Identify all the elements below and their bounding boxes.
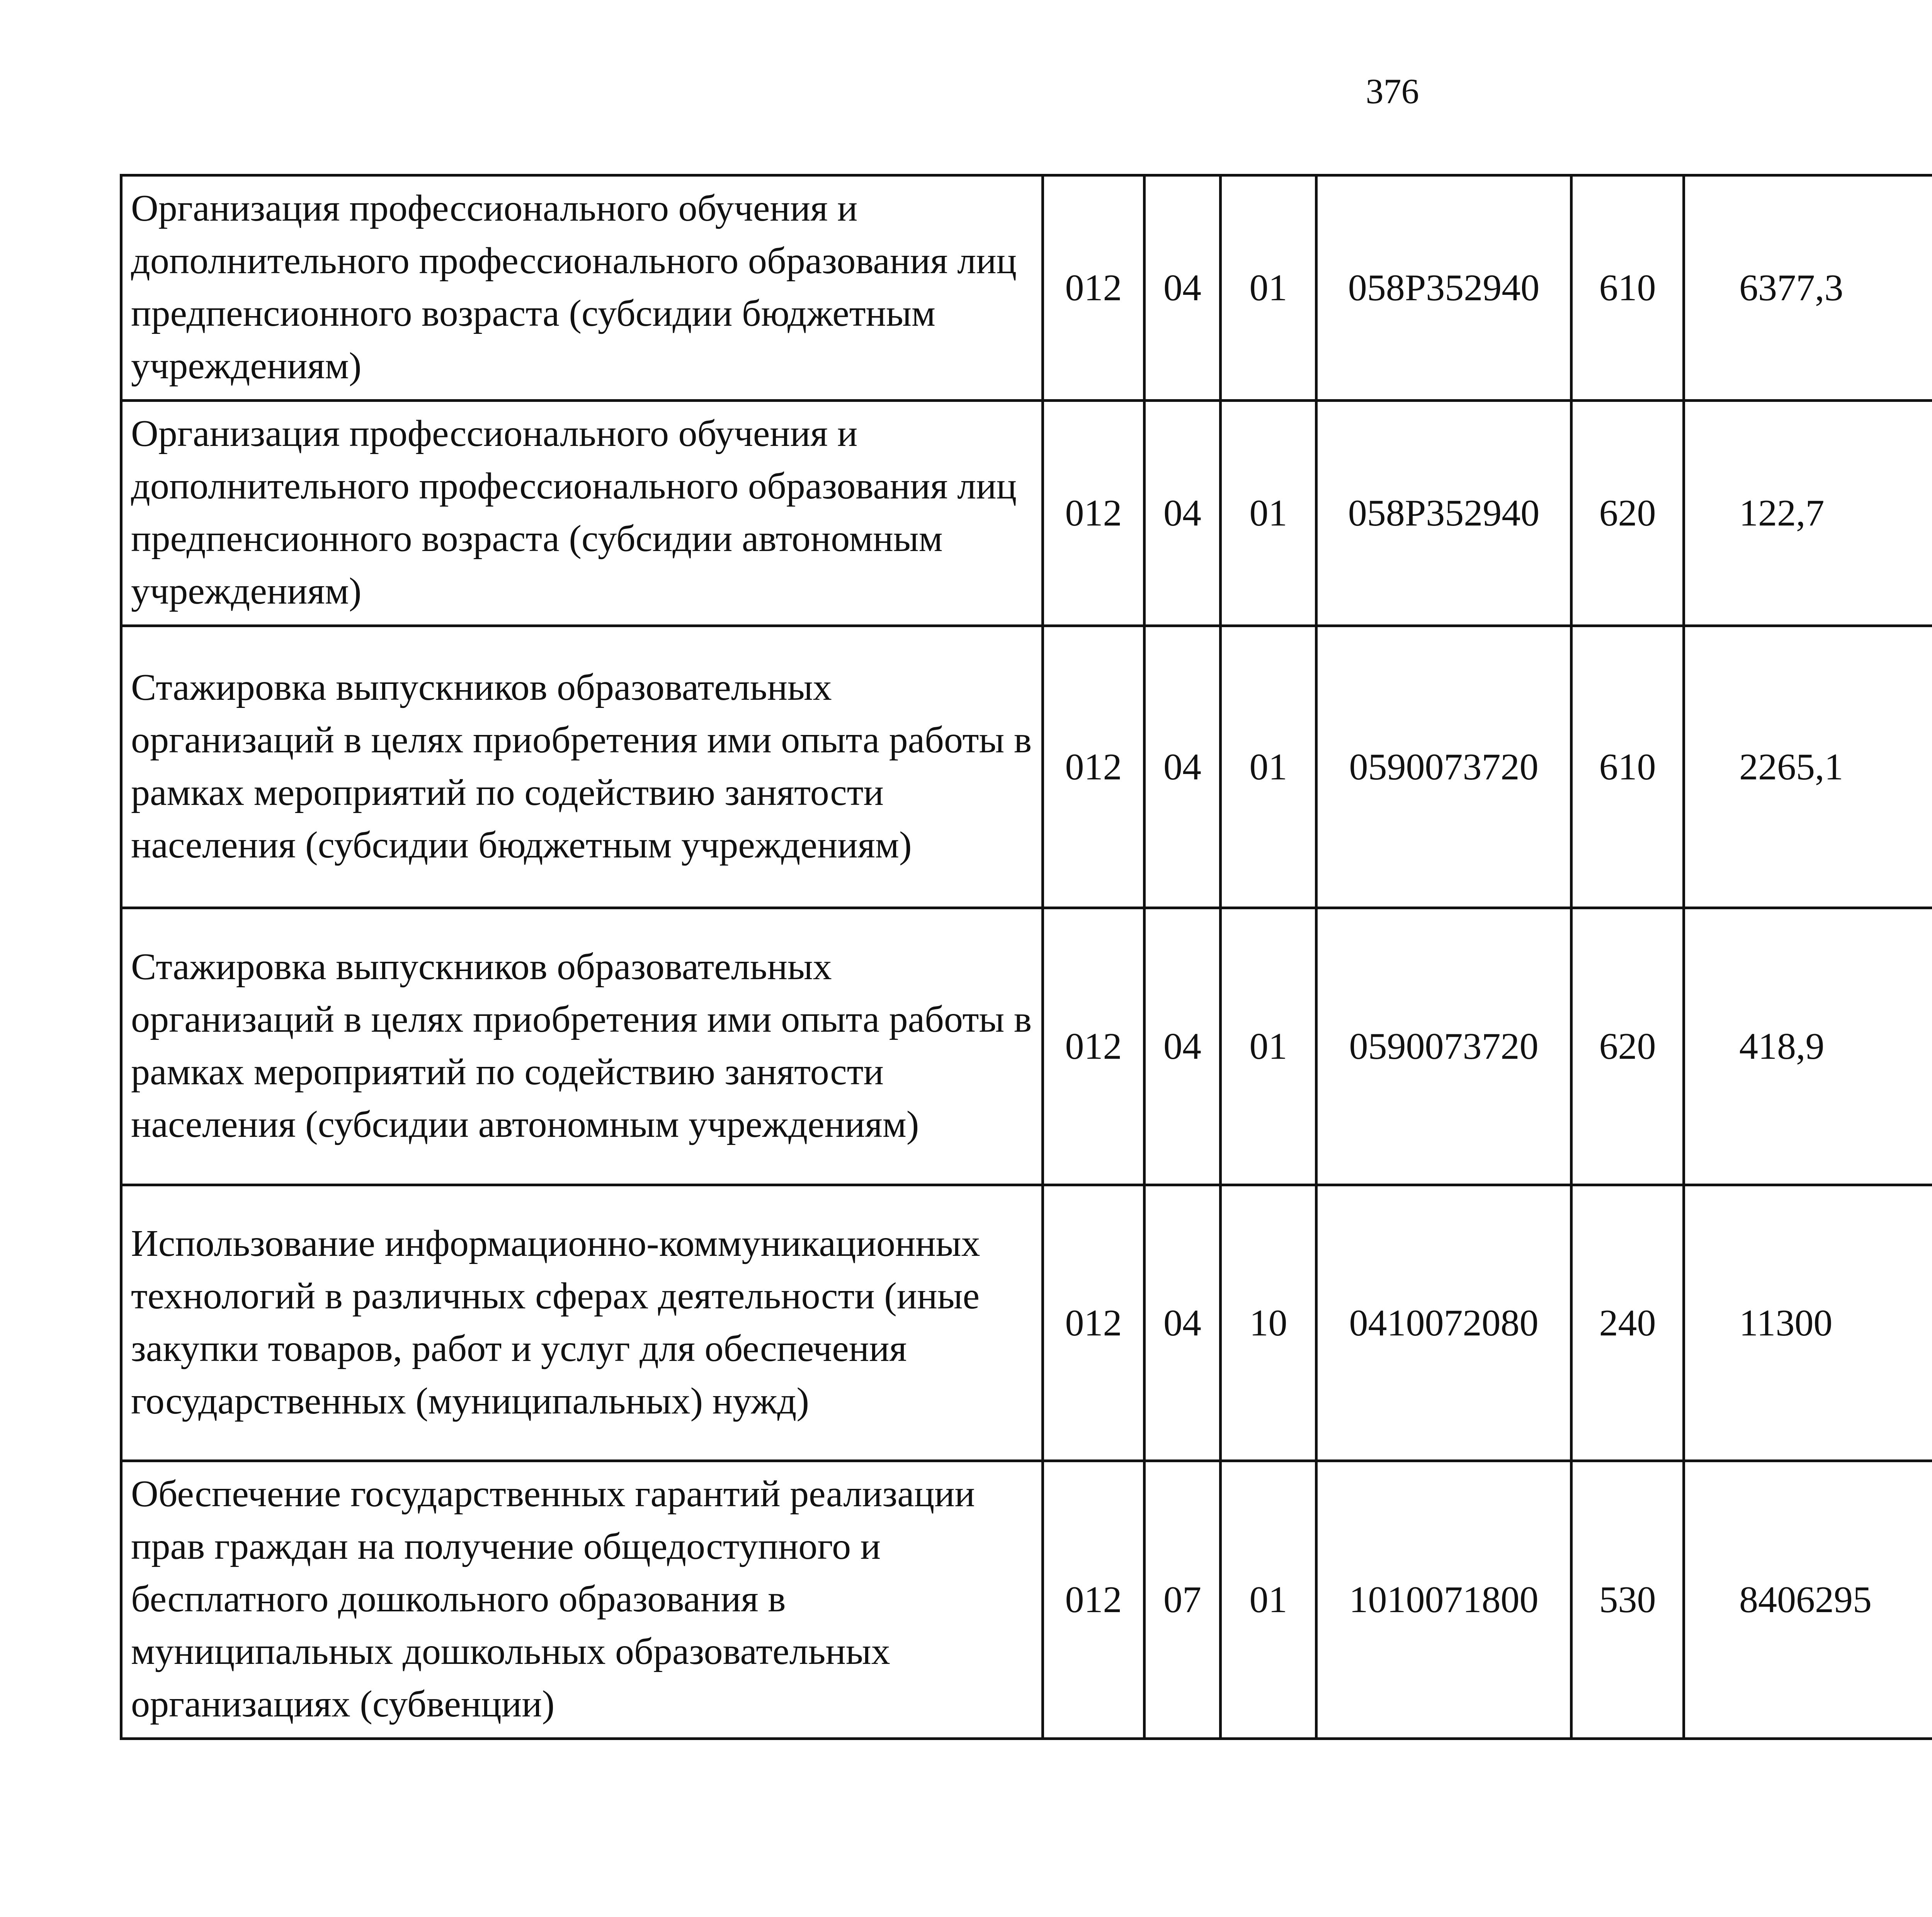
page-number: 376 bbox=[1366, 71, 1419, 111]
row-description: Использование информационно-коммуникационных технологий в различных сферах деятельности (иные закупки товаров, работ и услуг для обеспечения государственных (муниципальных) нужд) bbox=[121, 1185, 1043, 1461]
amount-1: 8406295 bbox=[1684, 1461, 1932, 1739]
table-row bbox=[121, 908, 1932, 1185]
section-code: 04 bbox=[1145, 908, 1221, 1185]
ministry-code: 012 bbox=[1043, 626, 1145, 908]
ministry-code: 012 bbox=[1043, 1185, 1145, 1461]
expense-type-code: 610 bbox=[1571, 626, 1684, 908]
expense-type-code: 620 bbox=[1571, 401, 1684, 626]
section-code: 04 bbox=[1145, 626, 1221, 908]
section-code: 07 bbox=[1145, 1461, 1221, 1739]
subsection-code: 01 bbox=[1221, 1461, 1316, 1739]
section-code: 04 bbox=[1145, 1185, 1221, 1461]
table-row bbox=[121, 626, 1932, 908]
subsection-code: 01 bbox=[1221, 401, 1316, 626]
subsection-code: 10 bbox=[1221, 1185, 1316, 1461]
subsection-code: 01 bbox=[1221, 908, 1316, 1185]
table-row bbox=[121, 401, 1932, 626]
ministry-code: 012 bbox=[1043, 401, 1145, 626]
amount-1: 11300 bbox=[1684, 1185, 1932, 1461]
target-article-code: 0590073720 bbox=[1316, 908, 1571, 1185]
expense-type-code: 620 bbox=[1571, 908, 1684, 1185]
target-article-code: 1010071800 bbox=[1316, 1461, 1571, 1739]
ministry-code: 012 bbox=[1043, 908, 1145, 1185]
subsection-code: 01 bbox=[1221, 175, 1316, 401]
amount-1: 122,7 bbox=[1684, 401, 1932, 626]
target-article-code: 058P352940 bbox=[1316, 175, 1571, 401]
target-article-code: 058P352940 bbox=[1316, 401, 1571, 626]
table-row bbox=[121, 1461, 1932, 1739]
row-description: Стажировка выпускников образовательных организаций в целях приобретения ими опыта работы в рамках мероприятий по содействию занятости населения (субсидии бюджетным учреждениям) bbox=[121, 626, 1043, 908]
row-description: Обеспечение государственных гарантий реализации прав граждан на получение общедоступного и бесплатного дошкольного образования в муниципальных дошкольных образовательных организациях (субвенции) bbox=[121, 1461, 1043, 1739]
amount-1: 418,9 bbox=[1684, 908, 1932, 1185]
target-article-code: 0590073720 bbox=[1316, 626, 1571, 908]
row-description: Организация профессионального обучения и дополнительного профессионального образования лиц предпенсионного возраста (субсидии автономным учреждениям) bbox=[121, 401, 1043, 626]
subsection-code: 01 bbox=[1221, 626, 1316, 908]
expense-type-code: 610 bbox=[1571, 175, 1684, 401]
budget-table bbox=[120, 174, 1932, 1740]
section-code: 04 bbox=[1145, 175, 1221, 401]
section-code: 04 bbox=[1145, 401, 1221, 626]
row-description: Стажировка выпускников образовательных организаций в целях приобретения ими опыта работы в рамках мероприятий по содействию занятости населения (субсидии автономным учреждениям) bbox=[121, 908, 1043, 1185]
table-row bbox=[121, 175, 1932, 401]
amount-1: 2265,1 bbox=[1684, 626, 1932, 908]
expense-type-code: 240 bbox=[1571, 1185, 1684, 1461]
amount-1: 6377,3 bbox=[1684, 175, 1932, 401]
expense-type-code: 530 bbox=[1571, 1461, 1684, 1739]
target-article-code: 0410072080 bbox=[1316, 1185, 1571, 1461]
ministry-code: 012 bbox=[1043, 1461, 1145, 1739]
table-row bbox=[121, 1185, 1932, 1461]
ministry-code: 012 bbox=[1043, 175, 1145, 401]
row-description: Организация профессионального обучения и дополнительного профессионального образования лиц предпенсионного возраста (субсидии бюджетным учреждениям) bbox=[121, 175, 1043, 401]
